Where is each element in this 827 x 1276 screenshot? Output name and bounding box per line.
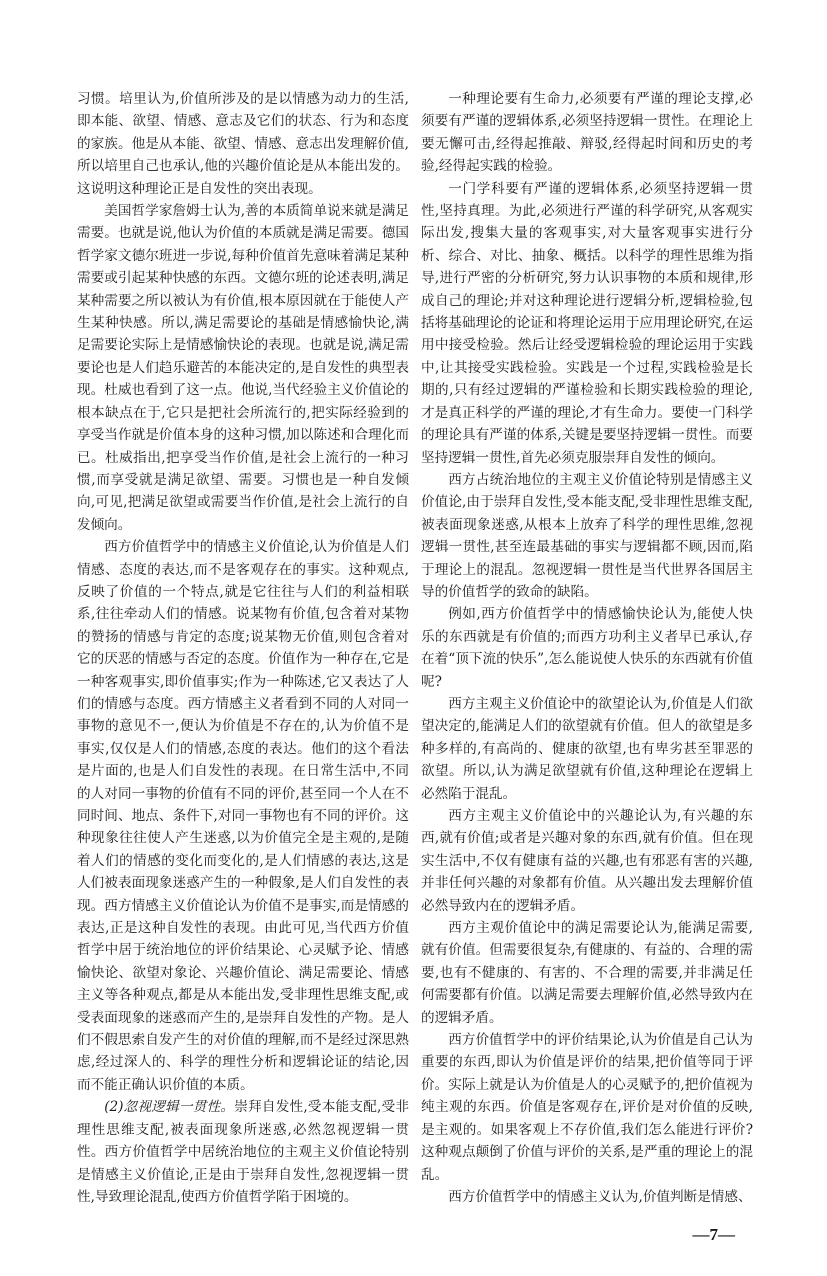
paragraph: 西方占统治地位的主观主义价值论特别是情感主义价值论,由于崇拜自发性,受本能支配,受非理性思维支配,被表面现象迷惑,从根本上放弃了科学的理性思维,忽视逻辑一贯性,甚至连最基础的事实与逻辑都不顾,因而,陷于理论上的混乱。忽视逻辑一贯性是当代世界各国居主导的价值哲学的致命的缺陷。 <box>421 471 753 600</box>
paragraph: 西方主观价值论中的满足需要论认为,能满足需要,就有价值。但需要很复杂,有健康的、有益的、合理的需要,也有不健康的、有害的、不合理的需要,并非满足任何需要都有价值。以满足需要去理解价值,必然导致内在的逻辑矛盾。 <box>421 920 753 1026</box>
paragraph: 一种理论要有生命力,必须要有严谨的理论支撑,必须要有严谨的逻辑体系,必须坚持逻辑一贯性。在理论上要无懈可击,经得起推敲、辩驳,经得起时间和历史的考验,经得起实践的检验。 <box>421 91 753 175</box>
left-column <box>77 88 409 1208</box>
section-heading: (2)忽视逻辑一贯性。 <box>104 1099 235 1116</box>
paragraph: 西方价值哲学中的评价结果论,认为价值是自己认为重要的东西,即认为价值是评价的结果,把价值等同于评价。实际上就是认为价值是人的心灵赋予的,把价值视为纯主观的东西。价值是客观存在,评价是对价值的反映,是主观的。如果客观上不存价值,我们怎么能进行评价?这种观点颠倒了价值与评价的关系,是严重的理论上的混乱。 <box>421 1032 753 1183</box>
paragraph: 例如,西方价值哲学中的情感愉快论认为,能使人快乐的东西就是有价值的;而西方功利主义者早已承认,存在着“顶下流的快乐”,怎么能说使人快乐的东西就有价值呢? <box>421 606 753 690</box>
paragraph: 西方价值哲学中的情感主义认为,价值判断是情感、 <box>448 1188 752 1205</box>
paragraph-text: 崇拜自发性,受本能支配,受非理性思维支配,被表面现象所迷惑,必然忽视逻辑一贯性。西方价值哲学中居统治地位的主观主义价值论特别是情感主义价值论,正是由于崇拜自发性,忽视逻辑一贯性,导致理论混乱,使西方价值哲学陷于困境的。 <box>77 1099 409 1205</box>
page-number: —7— <box>692 1225 735 1245</box>
paragraph: 美国哲学家詹姆士认为,善的本质简单说来就是满足需要。也就是说,他认为价值的本质就是满足需要。德国哲学家文德尔班进一步说,每种价值首先意味着满足某种需要或引起某种快感的东西。文德尔班的论述表明,满足某种需要之所以被认为有价值,根本原因就在于能使人产生某种快感。所以,满足需要论的基础是情感愉快论,满足需要论实际上是情感愉快论的表现。也就是说,满足需要论也是人们趋乐避苦的本能决定的,是自发性的典型表现。杜威也看到了这一点。他说,当代经验主义价值论的根本缺点在于,它只是把社会所流行的,把实际经验到的享受当作就是价值本身的这种习惯,加以陈述和合理化而已。杜威指出,把享受当作价值,是社会上流行的一种习惯,而享受就是满足欲望、需要。习惯也是一种自发倾向,可见,把满足欲望或需要当作价值,是社会上流行的自发倾向。 <box>77 203 409 533</box>
paragraph: 习惯。培里认为,价值所涉及的是以情感为动力的生活,即本能、欲望、情感、意志及它们的状态、行为和态度的家族。他是从本能、欲望、情感、意志出发理解价值,所以培里自己也承认,他的兴趣价值论是从本能出发的。这说明这种理论正是自发性的突出表现。 <box>77 91 409 197</box>
paragraph: 西方主观主义价值论中的欲望论认为,价值是人们欲望决定的,能满足人们的欲望就有价值。但人的欲望是多种多样的,有高尚的、健康的欲望,也有卑劣甚至罪恶的欲望。所以,认为满足欲望就有价值,这种理论在逻辑上必然陷于混乱。 <box>421 695 753 802</box>
right-column <box>421 88 753 1246</box>
paragraph: 西方主观主义价值论中的兴趣论认为,有兴趣的东西,就有价值;或者是兴趣对象的东西,就有价值。但在现实生活中,不仅有健康有益的兴趣,也有邪恶有害的兴趣,并非任何兴趣的对象都有价值。从兴趣出发去理解价值必然导致内在的逻辑矛盾。 <box>421 808 753 914</box>
paragraph: 一门学科要有严谨的逻辑体系,必须坚持逻辑一贯性,坚持真理。为此,必须进行严谨的科学研究,从客观实际出发,搜集大量的客观事实,对大量客观事实进行分析、综合、对比、抽象、概括。以科学的理性思维为指导,进行严密的分析研究,努力认识事物的本质和规律,形成自己的理论;并对这种理论进行逻辑分析,逻辑检验,包括将基础理论的论证和将理论运用于应用理论研究,在运用中接受检验。然后让经受逻辑检验的理论运用于实践中,让其接受实践检验。实践是一个过程,实践检验是长期的,只有经过逻辑的严谨检验和长期实践检验的理论,才是真正科学的严谨的理论,才有生命力。要使一门科学的理论具有严谨的体系,关键是要坚持逻辑一贯性。而要坚持逻辑一贯性,首先必须克服崇拜自发性的倾向。 <box>421 180 753 466</box>
paragraph: 西方价值哲学中的情感主义价值论,认为价值是人们情感、态度的表达,而不是客观存在的事实。这种观点,反映了价值的一个特点,就是它往往与人们的利益相联系,往往牵动人们的情感。说某物有价值,包含着对某物的赞扬的情感与肯定的态度;说某物无价值,则包含着对它的厌恶的情感与否定的态度。价值作为一种存在,它是一种客观事实,即价值事实;作为一种陈述,它又表达了人们的情感与态度。西方情感主义者看到不同的人对同一事物的意见不一,便认为价值是不存在的,认为价值不是事实,仅仅是人们的情感,态度的表达。他们的这个看法是片面的,也是人们自发性的表现。在日常生活中,不同的人对同一事物的价值有不同的评价,甚至同一个人在不同时间、地点、条件下,对同一事物也有不同的评价。这种现象往往使人产生迷惑,以为价值完全是主观的,是随着人们的情感的变化而变化的,是人们情感的表达,这是人们被表面现象迷惑产生的一种假象,是人们自发性的表现。西方情感主义价值论认为价值不是事实,而是情感的表达,正是这种自发性的表现。由此可见,当代西方价值哲学中居于统治地位的评价结果论、心灵赋予论、情感愉快论、欲望对象论、兴趣价值论、满足需要论、情感主义等各种观点,都是从本能出发,受非理性思维支配,或受表面现象的迷惑而产生的,是崇拜自发性的产物。是人们不假思索自发产生的对价值的理解,而不是经过深思熟虑,经过深人的、科学的理性分析和逻辑论证的结论,因而不能正确认识价值的本质。 <box>77 539 409 1093</box>
paragraph <box>77 1096 409 1208</box>
